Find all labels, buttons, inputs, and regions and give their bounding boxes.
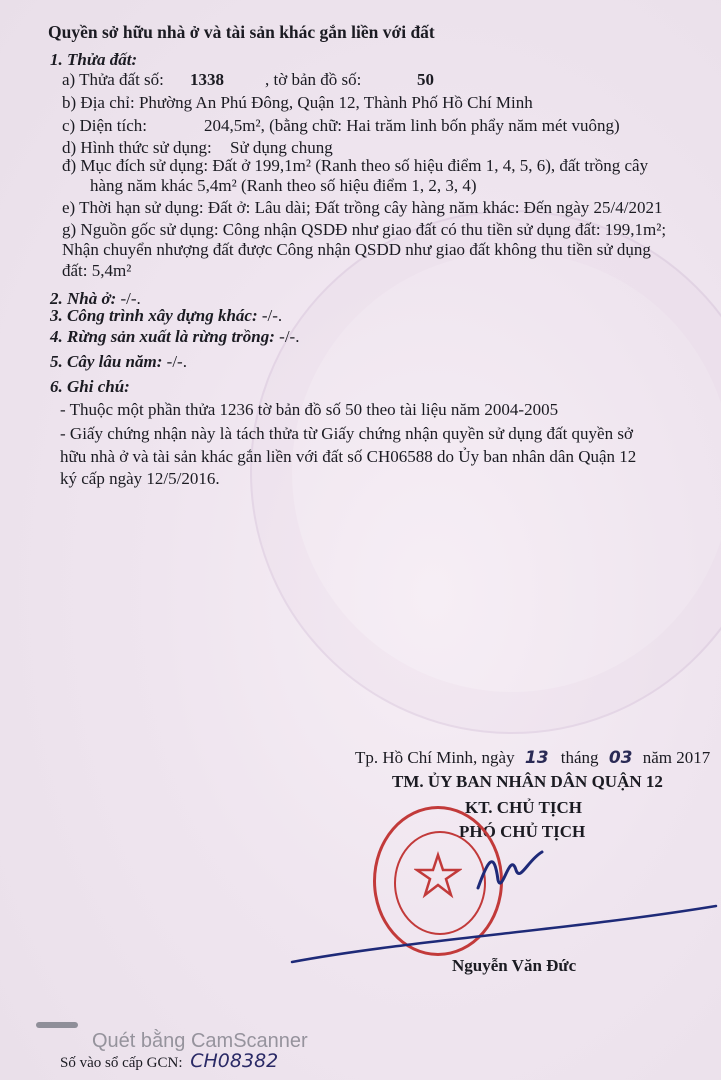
area-line: [62, 116, 620, 136]
usage-purpose-line-1: đ) Mục đích sử dụng: Đất ở 199,1m² (Ranh theo số hiệu điểm 1, 4, 5, 6), đất trồng cây: [62, 156, 649, 175]
sign-role-2: PHÓ CHỦ TỊCH: [459, 822, 586, 841]
map-label: , tờ bản đồ số:: [265, 70, 362, 89]
page-header: Quyền sở hữu nhà ở và tài sản khác gắn liền với đất: [48, 22, 435, 42]
origin-line-2: Nhận chuyển nhượng đất được Công nhận QSDD như giao đất không thu tiền sử dụng: [62, 240, 651, 259]
section4-value: -/-.: [274, 327, 300, 346]
parcel-label: a) Thửa đất số:: [62, 70, 164, 89]
address-line: b) Địa chỉ: Phường An Phú Đông, Quận 12, Thành Phố Hồ Chí Minh: [62, 93, 533, 112]
sign-day: 13: [524, 748, 549, 768]
sign-year: 2017: [676, 748, 711, 767]
usage-term-line: e) Thời hạn sử dụng: Đất ở: Lâu dài; Đất trồng cây hàng năm khác: Đến ngày 25/4/2021: [62, 198, 663, 217]
section2-value: -/-.: [116, 289, 141, 308]
parcel-number: 1338: [190, 70, 224, 89]
section5: [50, 352, 187, 372]
usage-form-label: d) Hình thức sử dụng:: [62, 138, 212, 157]
sign-place: Tp. Hồ Chí Minh, ngày: [355, 748, 515, 767]
section4-title: 4. Rừng sản xuất là rừng trồng:: [50, 327, 275, 346]
origin-line-1: g) Nguồn gốc sử dụng: Công nhận QSDĐ như giao đất có thu tiền sử dụng đất: 199,1m²;: [62, 220, 667, 239]
section5-value: -/-.: [162, 352, 187, 371]
note-3: hữu nhà ở và tài sản khác gắn liền với đất số CH06588 do Ủy ban nhân dân Quận 12: [60, 447, 637, 466]
signature-scribble: [470, 840, 550, 900]
sign-date-line: [355, 748, 710, 768]
section2-title: 2. Nhà ở:: [50, 289, 117, 308]
usage-form-line: [62, 138, 333, 158]
area-value: 204,5m², (bằng chữ: Hai trăm linh bốn phẩy năm mét vuông): [204, 116, 620, 135]
parcel-line: [62, 70, 434, 90]
note-1: - Thuộc một phần thửa 1236 tờ bản đồ số 50 theo tài liệu năm 2004-2005: [60, 400, 559, 419]
sign-role-1: KT. CHỦ TỊCH: [465, 798, 582, 817]
seal-star-icon: [414, 851, 462, 899]
sign-org: TM. ỦY BAN NHÂN DÂN QUẬN 12: [392, 772, 663, 791]
map-number: 50: [417, 70, 434, 89]
section5-title: 5. Cây lâu năm:: [50, 352, 163, 371]
sign-year-label: năm: [642, 748, 673, 767]
gcn-label: Số vào sổ cấp GCN:: [60, 1055, 183, 1071]
origin-line-3: đất: 5,4m²: [62, 261, 132, 280]
signer-name: Nguyễn Văn Đức: [452, 956, 577, 975]
usage-form-value: Sử dụng chung: [230, 138, 333, 157]
note-4: ký cấp ngày 12/5/2016.: [60, 469, 220, 488]
gcn-number: CH08382: [190, 1050, 279, 1072]
scan-edge-mark: [36, 1022, 78, 1028]
section3-value: -/-.: [257, 306, 283, 325]
note-2: - Giấy chứng nhận này là tách thửa từ Giấy chứng nhận quyền sử dụng đất quyền sở: [60, 424, 633, 443]
usage-purpose-line-2: hàng năm khác 5,4m² (Ranh theo số hiệu điểm 1, 2, 3, 4): [90, 176, 477, 195]
section1-title: 1. Thửa đất:: [50, 50, 138, 69]
section3-title: 3. Công trình xây dựng khác:: [50, 306, 258, 325]
area-label: c) Diện tích:: [62, 116, 147, 135]
section6-title: 6. Ghi chú:: [50, 377, 130, 396]
sign-month: 03: [608, 748, 633, 768]
section3: [50, 306, 282, 326]
gcn-number-line: [60, 1050, 278, 1072]
section4: [50, 327, 299, 347]
scanner-watermark: Quét bằng CamScanner: [92, 1030, 308, 1052]
sign-month-label: tháng: [560, 748, 599, 767]
